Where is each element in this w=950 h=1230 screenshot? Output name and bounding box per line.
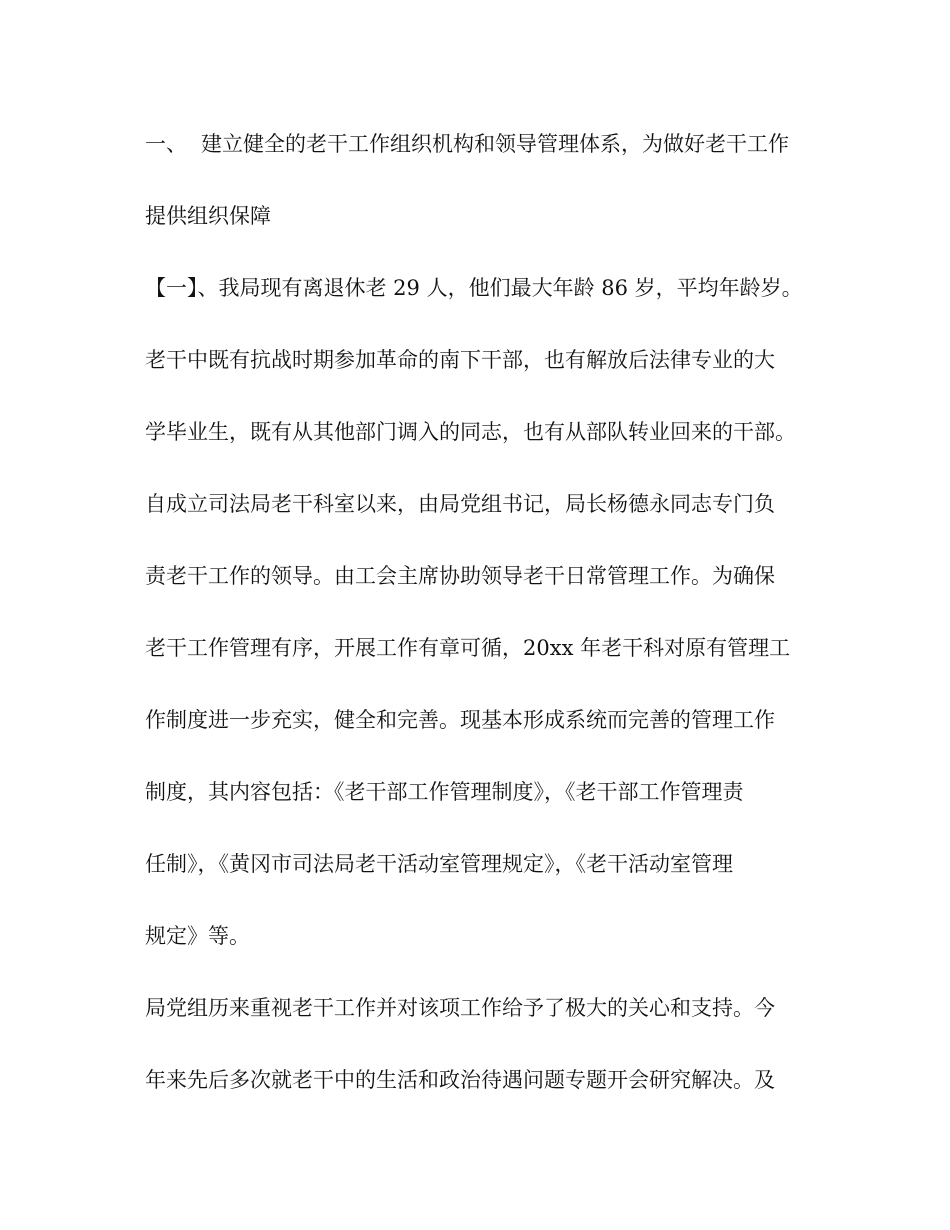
- paragraph-1-line-5: 责老干工作的领导。由工会主席协助领导老干日常管理工作。为确保: [145, 564, 775, 588]
- section-heading-number: 一、: [145, 132, 187, 156]
- section-heading-text: 建立健全的老干工作组织机构和领导管理体系，为做好老干工作: [201, 132, 789, 156]
- section-heading-line-2: 提供组织保障: [145, 204, 271, 228]
- section-heading-line-1: [145, 129, 825, 159]
- paragraph-1-line-4: 自成立司法局老干科室以来，由局党组书记，局长杨德永同志专门负: [145, 492, 775, 516]
- paragraph-1-line-7: 作制度进一步充实，健全和完善。现基本形成系统而完善的管理工作: [145, 708, 775, 732]
- paragraph-1-line-2: 老干中既有抗战时期参加革命的南下干部，也有解放后法律专业的大: [145, 348, 775, 372]
- paragraph-1-line-6: 老干工作管理有序，开展工作有章可循，20xx 年老干科对原有管理工: [145, 636, 791, 660]
- paragraph-1-line-10: 规定》等。: [145, 924, 250, 948]
- paragraph-1-line-1: 【一】、我局现有离退休老 29 人，他们最大年龄 86 岁，平均年龄岁。: [145, 276, 803, 300]
- paragraph-2-line-2: 年来先后多次就老干中的生活和政治待遇问题专题开会研究解决。及: [145, 1068, 775, 1092]
- paragraph-1-line-3: 学毕业生，既有从其他部门调入的同志，也有从部队转业回来的干部。: [145, 420, 796, 444]
- paragraph-1-line-8: 制度，其内容包括：《老干部工作管理制度》，《老干部工作管理责: [145, 780, 744, 804]
- paragraph-2-line-1: 局党组历来重视老干工作并对该项工作给予了极大的关心和支持。今: [145, 996, 775, 1020]
- paragraph-1-line-9: 任制》，《黄冈市司法局老干活动室管理规定》，《老干活动室管理: [145, 852, 733, 876]
